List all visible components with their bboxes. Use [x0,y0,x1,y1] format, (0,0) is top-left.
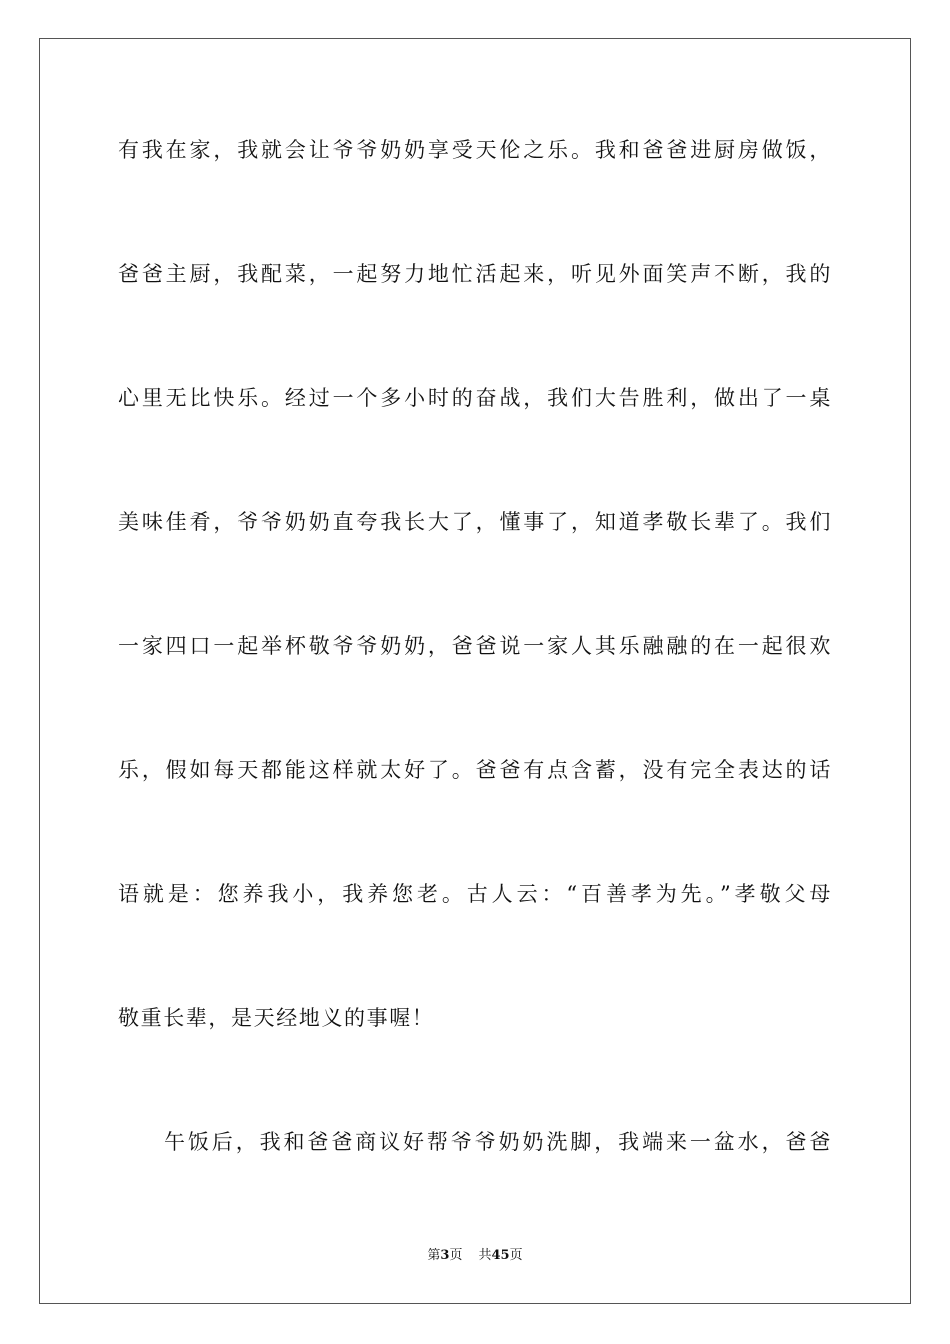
text-line: 语就是：您养我小，我养您老。古人云：“百善孝为先。”孝敬父母 [118,882,832,906]
text-line: 美味佳肴，爷爷奶奶直夸我长大了，懂事了，知道孝敬长辈了。我们 [118,510,832,534]
page-number: 3 [440,1248,450,1263]
text-line: 一家四口一起举杯敬爷爷奶奶，爸爸说一家人其乐融融的在一起很欢 [118,634,832,658]
text-line: 心里无比快乐。经过一个多小时的奋战，我们大告胜利，做出了一桌 [118,386,832,410]
text-line: 敬重长辈，是天经地义的事喔！ [118,1006,435,1030]
total-suffix: 页 [509,1248,523,1263]
total-pages: 45 [491,1248,510,1263]
page-prefix: 第 [427,1248,441,1263]
text-line: 乐，假如每天都能这样就太好了。爸爸有点含蓄，没有完全表达的话 [118,758,832,782]
page-suffix: 页 [449,1248,463,1263]
paragraph-first-line: 午饭后，我和爸爸商议好帮爷爷奶奶洗脚，我端来一盆水，爸爸 [164,1130,832,1154]
text-line: 爸爸主厨，我配菜，一起努力地忙活起来，听见外面笑声不断，我的 [118,262,832,286]
text-line: 有我在家，我就会让爷爷奶奶享受天伦之乐。我和爸爸进厨房做饭， [118,138,832,162]
page-footer [0,1246,950,1266]
body-text [118,132,832,1248]
total-prefix: 共 [478,1248,492,1263]
